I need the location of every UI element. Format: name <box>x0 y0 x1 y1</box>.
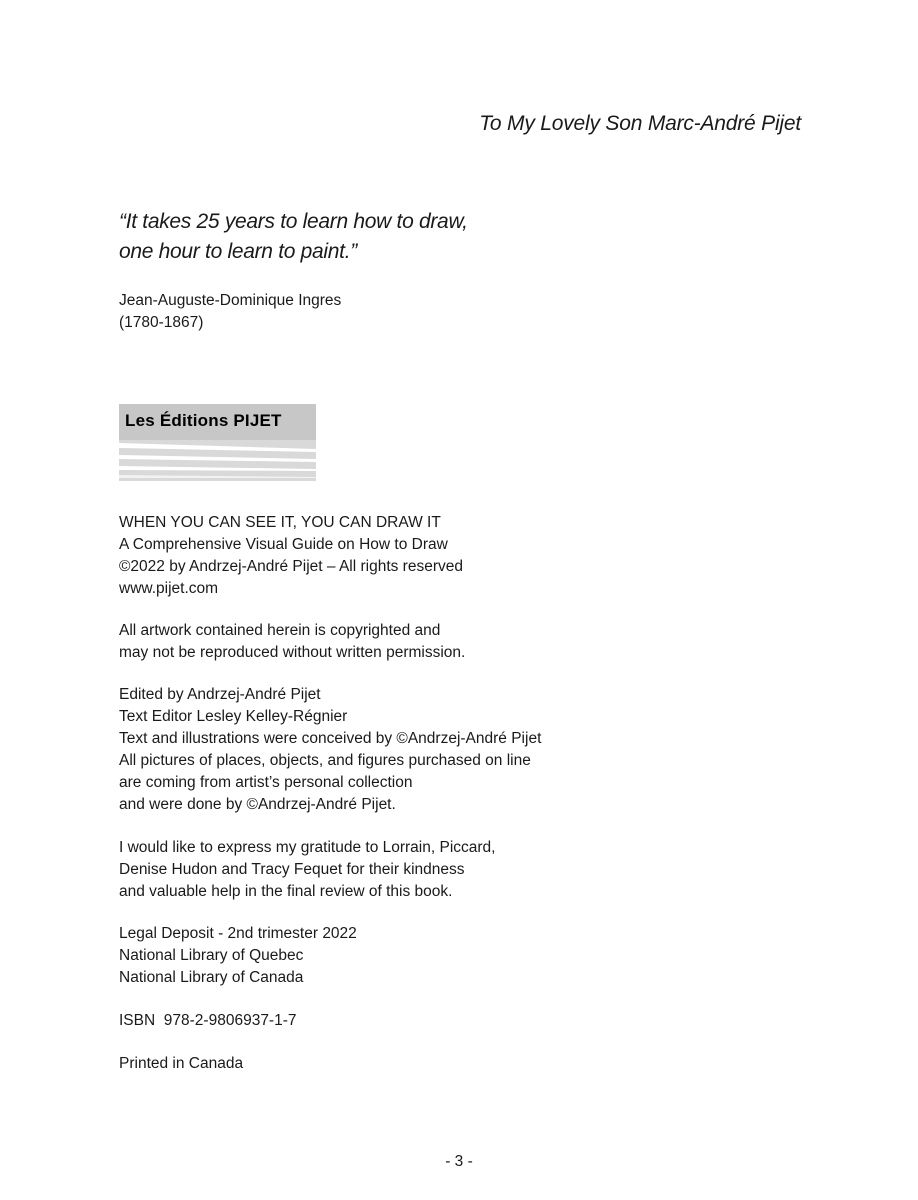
book-title: WHEN YOU CAN SEE IT, YOU CAN DRAW IT <box>119 514 441 531</box>
text-line: Text and illustrations were conceived by ©Andrzej-André Pijet <box>119 730 542 747</box>
quote-line: “It takes 25 years to learn how to draw, <box>119 210 468 233</box>
text-line: are coming from artist’s personal collection <box>119 774 413 791</box>
copyright-notice <box>119 620 465 664</box>
legal-deposit <box>119 923 357 989</box>
logo-stripe <box>119 466 316 471</box>
quote-author: Jean-Auguste-Dominique Ingres <box>119 292 342 309</box>
logo-stripe <box>119 455 316 462</box>
logo-stripe <box>119 475 316 478</box>
text-line: Denise Hudon and Tracy Fequet for their kindness <box>119 861 465 878</box>
quote-line: one hour to learn to paint.” <box>119 240 357 263</box>
logo-stripe <box>119 443 316 452</box>
text-line: Text Editor Lesley Kelley-Régnier <box>119 708 348 725</box>
text-line: Edited by Andrzej-André Pijet <box>119 686 321 703</box>
isbn <box>119 1010 297 1032</box>
quote-attribution <box>119 290 341 334</box>
text-line: National Library of Quebec <box>119 947 304 964</box>
page-number: - 3 - <box>445 1153 473 1170</box>
text-line: All pictures of places, objects, and figures purchased on line <box>119 752 531 769</box>
publisher-logo <box>119 404 316 481</box>
book-subtitle: A Comprehensive Visual Guide on How to Draw <box>119 536 448 553</box>
text-line: Legal Deposit - 2nd trimester 2022 <box>119 925 357 942</box>
credits <box>119 684 541 816</box>
dedication: To My Lovely Son Marc-André Pijet <box>479 112 801 135</box>
text-line: may not be reproduced without written permission. <box>119 644 466 661</box>
printed-in <box>119 1053 243 1075</box>
text-line: and valuable help in the final review of this book. <box>119 883 453 900</box>
logo-stripes <box>119 440 316 481</box>
isbn-text: ISBN 978-2-9806937-1-7 <box>119 1012 297 1029</box>
text-line: All artwork contained herein is copyrighted and <box>119 622 441 639</box>
book-website: www.pijet.com <box>119 580 219 597</box>
book-copyright: ©2022 by Andrzej-André Pijet – All rights reserved <box>119 558 463 575</box>
acknowledgements <box>119 837 495 903</box>
book-info <box>119 512 463 600</box>
quote-author-years: (1780-1867) <box>119 314 204 331</box>
publisher-logo-text: Les Éditions PIJET <box>125 411 282 430</box>
printed-text: Printed in Canada <box>119 1055 244 1072</box>
text-line: National Library of Canada <box>119 969 304 986</box>
text-line: and were done by ©Andrzej-André Pijet. <box>119 796 396 813</box>
epigraph-quote <box>119 207 468 267</box>
text-line: I would like to express my gratitude to Lorrain, Piccard, <box>119 839 496 856</box>
